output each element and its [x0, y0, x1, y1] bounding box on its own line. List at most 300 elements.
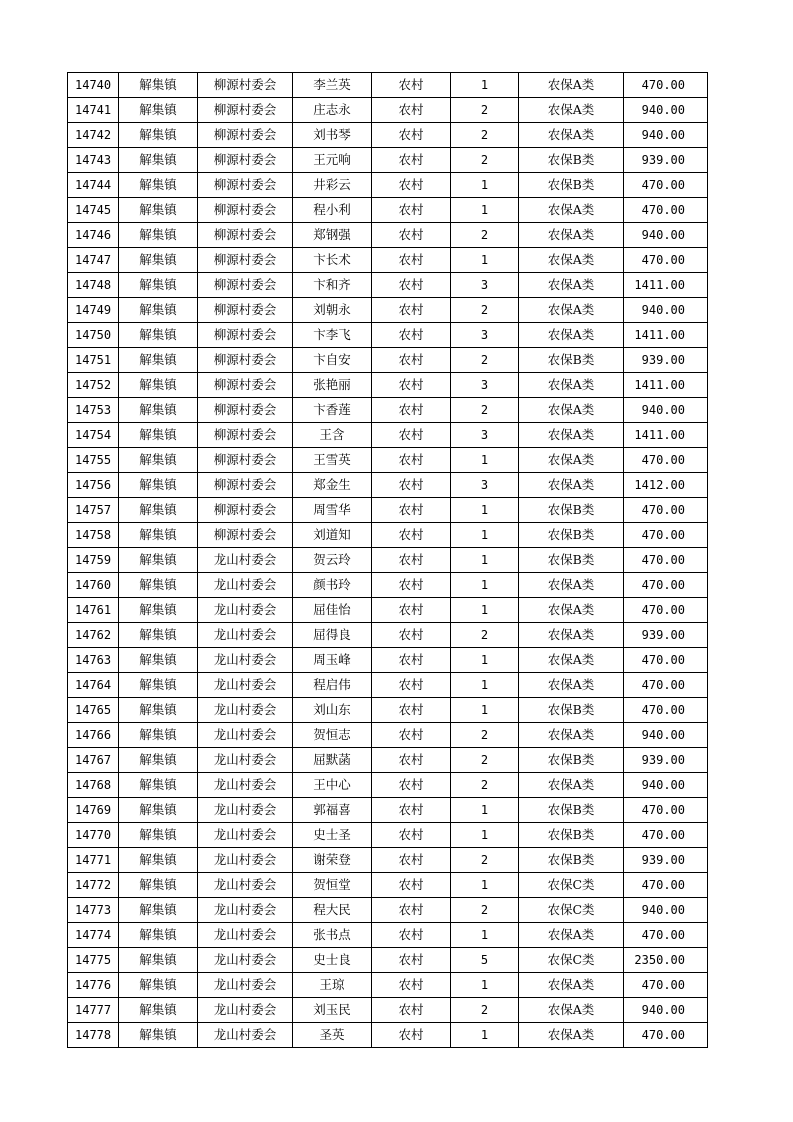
category-cell: 农保A类	[519, 473, 624, 498]
village-cell: 柳源村委会	[198, 348, 293, 373]
category-cell: 农保A类	[519, 648, 624, 673]
village-cell: 柳源村委会	[198, 198, 293, 223]
id-cell: 14747	[68, 248, 119, 273]
village-cell: 柳源村委会	[198, 398, 293, 423]
category-cell: 农保A类	[519, 223, 624, 248]
name-cell: 刘山东	[293, 698, 372, 723]
count-cell: 2	[451, 98, 519, 123]
table-row	[68, 723, 708, 748]
table-row	[68, 673, 708, 698]
table-row	[68, 548, 708, 573]
category-cell: 农保B类	[519, 748, 624, 773]
village-cell: 龙山村委会	[198, 598, 293, 623]
table-row	[68, 498, 708, 523]
village-cell: 龙山村委会	[198, 798, 293, 823]
area-cell: 农村	[372, 848, 451, 873]
count-cell: 1	[451, 573, 519, 598]
count-cell: 2	[451, 148, 519, 173]
village-cell: 柳源村委会	[198, 423, 293, 448]
id-cell: 14762	[68, 623, 119, 648]
amount-cell: 939.00	[624, 748, 708, 773]
amount-cell: 939.00	[624, 848, 708, 873]
id-cell: 14771	[68, 848, 119, 873]
village-cell: 龙山村委会	[198, 698, 293, 723]
name-cell: 谢荣登	[293, 848, 372, 873]
count-cell: 2	[451, 773, 519, 798]
area-cell: 农村	[372, 348, 451, 373]
name-cell: 井彩云	[293, 173, 372, 198]
category-cell: 农保A类	[519, 973, 624, 998]
category-cell: 农保A类	[519, 598, 624, 623]
count-cell: 1	[451, 248, 519, 273]
table-row	[68, 123, 708, 148]
town-cell: 解集镇	[119, 473, 198, 498]
village-cell: 柳源村委会	[198, 448, 293, 473]
town-cell: 解集镇	[119, 573, 198, 598]
category-cell: 农保A类	[519, 573, 624, 598]
name-cell: 史士圣	[293, 823, 372, 848]
town-cell: 解集镇	[119, 73, 198, 98]
village-cell: 龙山村委会	[198, 573, 293, 598]
town-cell: 解集镇	[119, 423, 198, 448]
count-cell: 1	[451, 698, 519, 723]
category-cell: 农保A类	[519, 373, 624, 398]
count-cell: 1	[451, 523, 519, 548]
town-cell: 解集镇	[119, 298, 198, 323]
area-cell: 农村	[372, 548, 451, 573]
area-cell: 农村	[372, 148, 451, 173]
count-cell: 3	[451, 323, 519, 348]
amount-cell: 470.00	[624, 873, 708, 898]
amount-cell: 1411.00	[624, 423, 708, 448]
id-cell: 14773	[68, 898, 119, 923]
count-cell: 2	[451, 723, 519, 748]
count-cell: 1	[451, 673, 519, 698]
area-cell: 农村	[372, 798, 451, 823]
id-cell: 14748	[68, 273, 119, 298]
amount-cell: 1411.00	[624, 323, 708, 348]
town-cell: 解集镇	[119, 898, 198, 923]
amount-cell: 470.00	[624, 1023, 708, 1048]
count-cell: 1	[451, 798, 519, 823]
table-row	[68, 398, 708, 423]
count-cell: 2	[451, 348, 519, 373]
area-cell: 农村	[372, 923, 451, 948]
town-cell: 解集镇	[119, 223, 198, 248]
count-cell: 2	[451, 998, 519, 1023]
name-cell: 卞李飞	[293, 323, 372, 348]
town-cell: 解集镇	[119, 348, 198, 373]
name-cell: 卞和齐	[293, 273, 372, 298]
category-cell: 农保B类	[519, 173, 624, 198]
name-cell: 刘书琴	[293, 123, 372, 148]
id-cell: 14757	[68, 498, 119, 523]
category-cell: 农保A类	[519, 998, 624, 1023]
village-cell: 柳源村委会	[198, 248, 293, 273]
area-cell: 农村	[372, 298, 451, 323]
area-cell: 农村	[372, 773, 451, 798]
village-cell: 龙山村委会	[198, 923, 293, 948]
area-cell: 农村	[372, 423, 451, 448]
town-cell: 解集镇	[119, 198, 198, 223]
area-cell: 农村	[372, 523, 451, 548]
id-cell: 14742	[68, 123, 119, 148]
area-cell: 农村	[372, 98, 451, 123]
name-cell: 卞自安	[293, 348, 372, 373]
category-cell: 农保A类	[519, 623, 624, 648]
town-cell: 解集镇	[119, 873, 198, 898]
id-cell: 14743	[68, 148, 119, 173]
amount-cell: 2350.00	[624, 948, 708, 973]
area-cell: 农村	[372, 648, 451, 673]
town-cell: 解集镇	[119, 948, 198, 973]
amount-cell: 939.00	[624, 148, 708, 173]
name-cell: 庄志永	[293, 98, 372, 123]
table-row	[68, 173, 708, 198]
village-cell: 柳源村委会	[198, 323, 293, 348]
name-cell: 王含	[293, 423, 372, 448]
count-cell: 1	[451, 548, 519, 573]
table-row	[68, 98, 708, 123]
id-cell: 14763	[68, 648, 119, 673]
amount-cell: 939.00	[624, 623, 708, 648]
amount-cell: 470.00	[624, 973, 708, 998]
table-row	[68, 198, 708, 223]
amount-cell: 940.00	[624, 123, 708, 148]
count-cell: 2	[451, 898, 519, 923]
count-cell: 1	[451, 198, 519, 223]
count-cell: 1	[451, 973, 519, 998]
id-cell: 14775	[68, 948, 119, 973]
name-cell: 刘玉民	[293, 998, 372, 1023]
village-cell: 龙山村委会	[198, 548, 293, 573]
category-cell: 农保C类	[519, 948, 624, 973]
name-cell: 王雪英	[293, 448, 372, 473]
table-row	[68, 648, 708, 673]
category-cell: 农保A类	[519, 673, 624, 698]
name-cell: 王琼	[293, 973, 372, 998]
area-cell: 农村	[372, 1023, 451, 1048]
area-cell: 农村	[372, 673, 451, 698]
count-cell: 3	[451, 373, 519, 398]
name-cell: 屈得良	[293, 623, 372, 648]
town-cell: 解集镇	[119, 623, 198, 648]
category-cell: 农保A类	[519, 1023, 624, 1048]
table-row	[68, 798, 708, 823]
id-cell: 14778	[68, 1023, 119, 1048]
category-cell: 农保B类	[519, 523, 624, 548]
count-cell: 2	[451, 298, 519, 323]
table-row	[68, 348, 708, 373]
table-row	[68, 598, 708, 623]
id-cell: 14767	[68, 748, 119, 773]
village-cell: 龙山村委会	[198, 873, 293, 898]
name-cell: 史士良	[293, 948, 372, 973]
id-cell: 14746	[68, 223, 119, 248]
table-row	[68, 848, 708, 873]
category-cell: 农保C类	[519, 898, 624, 923]
name-cell: 周玉峰	[293, 648, 372, 673]
category-cell: 农保A类	[519, 923, 624, 948]
id-cell: 14740	[68, 73, 119, 98]
category-cell: 农保A类	[519, 298, 624, 323]
id-cell: 14764	[68, 673, 119, 698]
town-cell: 解集镇	[119, 973, 198, 998]
amount-cell: 1411.00	[624, 373, 708, 398]
village-cell: 龙山村委会	[198, 1023, 293, 1048]
area-cell: 农村	[372, 723, 451, 748]
amount-cell: 940.00	[624, 98, 708, 123]
count-cell: 1	[451, 873, 519, 898]
category-cell: 农保A类	[519, 323, 624, 348]
table-row	[68, 823, 708, 848]
name-cell: 王中心	[293, 773, 372, 798]
count-cell: 3	[451, 473, 519, 498]
count-cell: 3	[451, 273, 519, 298]
village-cell: 柳源村委会	[198, 98, 293, 123]
town-cell: 解集镇	[119, 798, 198, 823]
amount-cell: 470.00	[624, 498, 708, 523]
area-cell: 农村	[372, 623, 451, 648]
table-row	[68, 923, 708, 948]
town-cell: 解集镇	[119, 398, 198, 423]
id-cell: 14752	[68, 373, 119, 398]
count-cell: 5	[451, 948, 519, 973]
village-cell: 柳源村委会	[198, 123, 293, 148]
name-cell: 周雪华	[293, 498, 372, 523]
town-cell: 解集镇	[119, 148, 198, 173]
count-cell: 1	[451, 73, 519, 98]
id-cell: 14761	[68, 598, 119, 623]
table-row	[68, 473, 708, 498]
name-cell: 卞香莲	[293, 398, 372, 423]
area-cell: 农村	[372, 998, 451, 1023]
id-cell: 14754	[68, 423, 119, 448]
area-cell: 农村	[372, 398, 451, 423]
count-cell: 1	[451, 498, 519, 523]
table-row	[68, 373, 708, 398]
table-row	[68, 423, 708, 448]
category-cell: 农保B类	[519, 698, 624, 723]
town-cell: 解集镇	[119, 373, 198, 398]
amount-cell: 939.00	[624, 348, 708, 373]
town-cell: 解集镇	[119, 748, 198, 773]
name-cell: 贺恒志	[293, 723, 372, 748]
village-cell: 龙山村委会	[198, 973, 293, 998]
area-cell: 农村	[372, 573, 451, 598]
id-cell: 14776	[68, 973, 119, 998]
category-cell: 农保C类	[519, 873, 624, 898]
amount-cell: 470.00	[624, 448, 708, 473]
village-cell: 龙山村委会	[198, 748, 293, 773]
table-body	[68, 73, 708, 1048]
town-cell: 解集镇	[119, 98, 198, 123]
town-cell: 解集镇	[119, 998, 198, 1023]
amount-cell: 470.00	[624, 198, 708, 223]
id-cell: 14751	[68, 348, 119, 373]
category-cell: 农保B类	[519, 148, 624, 173]
name-cell: 张书点	[293, 923, 372, 948]
category-cell: 农保A类	[519, 198, 624, 223]
amount-cell: 470.00	[624, 573, 708, 598]
name-cell: 郭福喜	[293, 798, 372, 823]
area-cell: 农村	[372, 273, 451, 298]
table-row	[68, 773, 708, 798]
category-cell: 农保B类	[519, 823, 624, 848]
amount-cell: 470.00	[624, 698, 708, 723]
village-cell: 龙山村委会	[198, 723, 293, 748]
table-row	[68, 698, 708, 723]
name-cell: 屈默菡	[293, 748, 372, 773]
town-cell: 解集镇	[119, 448, 198, 473]
area-cell: 农村	[372, 123, 451, 148]
area-cell: 农村	[372, 173, 451, 198]
area-cell: 农村	[372, 223, 451, 248]
town-cell: 解集镇	[119, 923, 198, 948]
village-cell: 柳源村委会	[198, 73, 293, 98]
amount-cell: 470.00	[624, 73, 708, 98]
area-cell: 农村	[372, 823, 451, 848]
id-cell: 14768	[68, 773, 119, 798]
amount-cell: 940.00	[624, 998, 708, 1023]
village-cell: 柳源村委会	[198, 373, 293, 398]
id-cell: 14759	[68, 548, 119, 573]
amount-cell: 940.00	[624, 773, 708, 798]
count-cell: 2	[451, 623, 519, 648]
id-cell: 14770	[68, 823, 119, 848]
name-cell: 郑钢强	[293, 223, 372, 248]
category-cell: 农保B类	[519, 348, 624, 373]
village-cell: 龙山村委会	[198, 773, 293, 798]
table-row	[68, 748, 708, 773]
table-row	[68, 223, 708, 248]
town-cell: 解集镇	[119, 823, 198, 848]
category-cell: 农保A类	[519, 98, 624, 123]
town-cell: 解集镇	[119, 173, 198, 198]
name-cell: 程小利	[293, 198, 372, 223]
area-cell: 农村	[372, 373, 451, 398]
name-cell: 圣英	[293, 1023, 372, 1048]
id-cell: 14753	[68, 398, 119, 423]
village-cell: 柳源村委会	[198, 223, 293, 248]
amount-cell: 940.00	[624, 898, 708, 923]
village-cell: 柳源村委会	[198, 148, 293, 173]
amount-cell: 940.00	[624, 723, 708, 748]
table-row	[68, 973, 708, 998]
category-cell: 农保B类	[519, 548, 624, 573]
table-row	[68, 73, 708, 98]
id-cell: 14774	[68, 923, 119, 948]
id-cell: 14765	[68, 698, 119, 723]
village-cell: 龙山村委会	[198, 673, 293, 698]
name-cell: 郑金生	[293, 473, 372, 498]
amount-cell: 470.00	[624, 548, 708, 573]
table-row	[68, 873, 708, 898]
table-row	[68, 573, 708, 598]
amount-cell: 1412.00	[624, 473, 708, 498]
name-cell: 贺云玲	[293, 548, 372, 573]
table-row	[68, 448, 708, 473]
town-cell: 解集镇	[119, 1023, 198, 1048]
category-cell: 农保B类	[519, 798, 624, 823]
category-cell: 农保B类	[519, 498, 624, 523]
id-cell: 14744	[68, 173, 119, 198]
area-cell: 农村	[372, 598, 451, 623]
village-cell: 龙山村委会	[198, 998, 293, 1023]
id-cell: 14749	[68, 298, 119, 323]
category-cell: 农保A类	[519, 723, 624, 748]
area-cell: 农村	[372, 323, 451, 348]
town-cell: 解集镇	[119, 273, 198, 298]
amount-cell: 940.00	[624, 298, 708, 323]
village-cell: 龙山村委会	[198, 623, 293, 648]
id-cell: 14758	[68, 523, 119, 548]
id-cell: 14772	[68, 873, 119, 898]
count-cell: 1	[451, 448, 519, 473]
village-cell: 柳源村委会	[198, 523, 293, 548]
area-cell: 农村	[372, 873, 451, 898]
table-row	[68, 948, 708, 973]
town-cell: 解集镇	[119, 548, 198, 573]
category-cell: 农保A类	[519, 273, 624, 298]
category-cell: 农保A类	[519, 248, 624, 273]
category-cell: 农保B类	[519, 848, 624, 873]
table-row	[68, 298, 708, 323]
area-cell: 农村	[372, 973, 451, 998]
id-cell: 14760	[68, 573, 119, 598]
town-cell: 解集镇	[119, 698, 198, 723]
village-cell: 柳源村委会	[198, 273, 293, 298]
name-cell: 贺恒堂	[293, 873, 372, 898]
town-cell: 解集镇	[119, 323, 198, 348]
count-cell: 3	[451, 423, 519, 448]
table-row	[68, 248, 708, 273]
amount-cell: 470.00	[624, 523, 708, 548]
area-cell: 农村	[372, 898, 451, 923]
table-row	[68, 623, 708, 648]
category-cell: 农保A类	[519, 123, 624, 148]
id-cell: 14745	[68, 198, 119, 223]
town-cell: 解集镇	[119, 773, 198, 798]
category-cell: 农保A类	[519, 448, 624, 473]
count-cell: 1	[451, 648, 519, 673]
town-cell: 解集镇	[119, 673, 198, 698]
amount-cell: 470.00	[624, 923, 708, 948]
town-cell: 解集镇	[119, 523, 198, 548]
town-cell: 解集镇	[119, 848, 198, 873]
town-cell: 解集镇	[119, 498, 198, 523]
category-cell: 农保A类	[519, 773, 624, 798]
name-cell: 卞长术	[293, 248, 372, 273]
town-cell: 解集镇	[119, 248, 198, 273]
table-row	[68, 898, 708, 923]
amount-cell: 940.00	[624, 398, 708, 423]
name-cell: 屈佳怡	[293, 598, 372, 623]
id-cell: 14750	[68, 323, 119, 348]
count-cell: 1	[451, 1023, 519, 1048]
id-cell: 14777	[68, 998, 119, 1023]
count-cell: 2	[451, 123, 519, 148]
town-cell: 解集镇	[119, 598, 198, 623]
count-cell: 2	[451, 398, 519, 423]
town-cell: 解集镇	[119, 723, 198, 748]
name-cell: 程启伟	[293, 673, 372, 698]
table-row	[68, 273, 708, 298]
amount-cell: 470.00	[624, 248, 708, 273]
count-cell: 1	[451, 598, 519, 623]
area-cell: 农村	[372, 748, 451, 773]
village-cell: 柳源村委会	[198, 498, 293, 523]
